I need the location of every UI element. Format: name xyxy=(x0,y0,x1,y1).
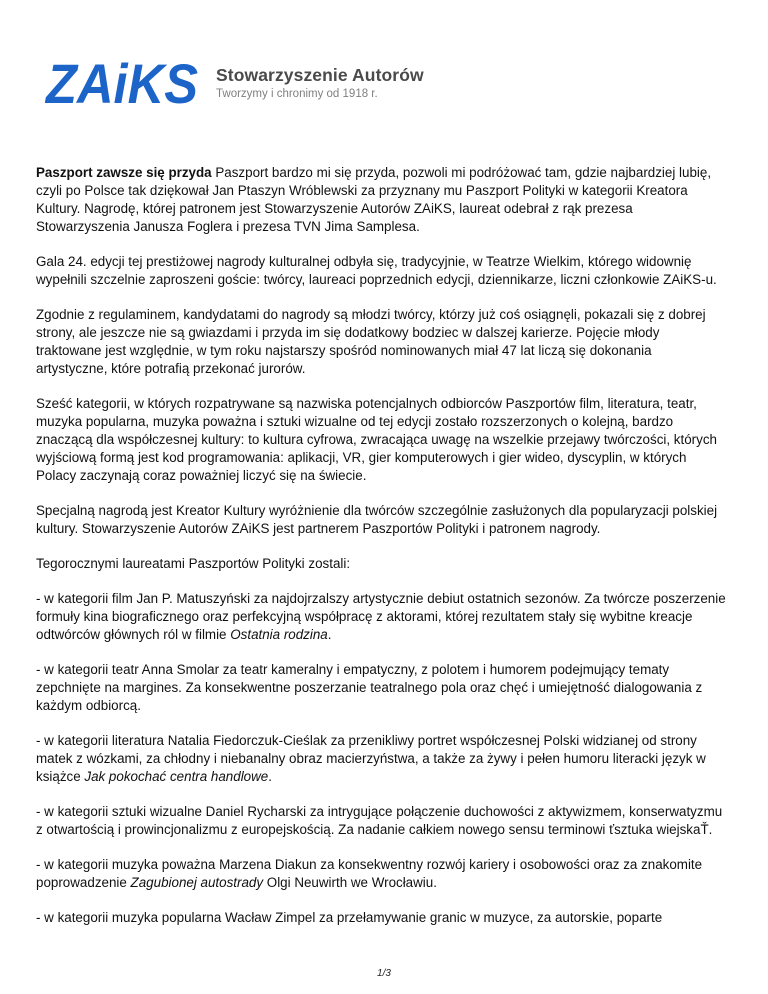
work-title: Zagubionej autostrady xyxy=(130,875,264,890)
paragraph-7 xyxy=(36,590,726,644)
paragraph-text: Paszport bardzo mi się przyda, pozwoli mi podróżować tam, gdzie najbardziej lubię, czyli po Polsce tak dziękował Jan Ptaszyn Wróblewski za przyznany mu Paszport Polityki w kategorii Kreatora Kultury. Nagrodę, której patronem jest Stowarzyszenie Autorów ZAiKS, laureat odebrał z rąk prezesa Stowarzyszenia Janusza Foglera i prezesa TVN Jima Samplesa. xyxy=(36,165,712,234)
paragraph-end: . xyxy=(327,627,332,642)
paragraph-9 xyxy=(36,732,726,786)
page-number: 1/3 xyxy=(377,968,391,979)
paragraph-text: - w kategorii film Jan P. Matuszyński za najdojrzalszy artystycznie debiut ostatnich sezonów. Za twórcze poszerzenie formuły kina biograficznego oraz perfekcyjną współpracę z aktorami, której rezultatem stały się wybitne kreacje odtwórców głównych ról w filmie xyxy=(36,591,726,642)
header xyxy=(44,52,424,112)
lead-heading: Paszport zawsze się przyda xyxy=(36,165,216,180)
paragraph-11 xyxy=(36,856,726,892)
work-title: Jak pokochać centra handlowe xyxy=(84,769,269,784)
zaiks-logo[interactable] xyxy=(44,53,202,111)
work-title: Ostatnia rodzina xyxy=(230,627,328,642)
paragraph-4: Sześć kategorii, w których rozpatrywane są nazwiska potencjalnych odbiorców Paszportów film, literatura, teatr, muzyka popularna, muzyka poważna i sztuki wizualne od tej edycji zostało rozszerzonych o kolejną, bardzo znaczącą dla współczesnej kultury: to kultura cyfrowa, zwracająca uwagę na wszelkie przejawy twórczości, których wyjściową formą jest kod programowania: aplikacji, VR, gier komputerowych i gier wideo, dyscyplin, w których Polacy zaczynają coraz poważniej liczyć się na świecie. xyxy=(36,396,717,483)
paragraph-5: Specjalną nagrodą jest Kreator Kultury wyróżnienie dla twórców szczególnie zasłużonych dla popularyzacji polskiej kultury. Stowarzyszenie Autorów ZAiKS jest partnerem Paszportów Polityki i patronem nagrody. xyxy=(36,503,718,536)
paragraph-text: - w kategorii muzyka poważna Marzena Diakun za konsekwentny rozwój kariery i osobowości oraz za znakomite poprowadzenie xyxy=(36,857,703,890)
paragraph-2: Gala 24. edycji tej prestiżowej nagrody kulturalnej odbyła się, tradycyjnie, w Teatrze Wielkim, którego widownię wypełnili szczelnie zaproszeni goście: twórcy, laureaci poprzednich edycji, dziennikarze, liczni członkowie ZAiKS-u. xyxy=(36,254,717,287)
paragraph-text: - w kategorii literatura Natalia Fiedorczuk-Cieślak za przenikliwy portret współczesnej Polski widzianej od strony matek z wózkami, za chłodny i niebanalny obraz macierzyństwa, a także za żywy i pełen humoru literacki język w książce xyxy=(36,733,706,784)
paragraph-12: - w kategorii muzyka popularna Wacław Zimpel za przełamywanie granic w muzyce, za autorskie, poparte xyxy=(36,910,663,925)
paragraph-1 xyxy=(36,164,726,236)
tagline: Tworzymy i chronimy od 1918 r. xyxy=(216,87,378,100)
paragraph-10: - w kategorii sztuki wizualne Daniel Rycharski za intrygujące połączenie duchowości z aktywizmem, konserwatyzmu z otwartością i prowincjonalizmu z europejskością. Za nadanie całkiem nowego sensu terminowi ťsztuka wiejskaŤ. xyxy=(36,804,723,837)
paragraph-end: . xyxy=(268,769,272,784)
paragraph-3: Zgodnie z regulaminem, kandydatami do nagrody są młodzi twórcy, którzy już coś osiągnęli, pokazali się z dobrej strony, ale jeszcze nie są gwiazdami i przyda im się dodatkowy bodziec w dalszej karierze. Pojęcie młody traktowane jest względnie, w tym roku najstarszy spośród nominowanych miał 47 lat liczą się dokonania artystyczne, które potrafią przekonać jurorów. xyxy=(36,307,706,376)
logo-text: ZAiKS xyxy=(44,53,198,111)
brand xyxy=(216,65,424,100)
paragraph-6: Tegorocznymi laureatami Paszportów Polityki zostali: xyxy=(36,556,351,571)
paragraph-end: Olgi Neuwirth we Wrocławiu. xyxy=(263,875,437,890)
org-name: Stowarzyszenie Autorów xyxy=(216,64,424,85)
article-body xyxy=(36,164,726,944)
paragraph-8: - w kategorii teatr Anna Smolar za teatr kameralny i empatyczny, z polotem i humorem podejmujący tematy zepchnięte na margines. Za konsekwentne poszerzanie teatralnego pola oraz chęć i umiejętność dialogowania z każdym odbiorcą. xyxy=(36,662,703,713)
